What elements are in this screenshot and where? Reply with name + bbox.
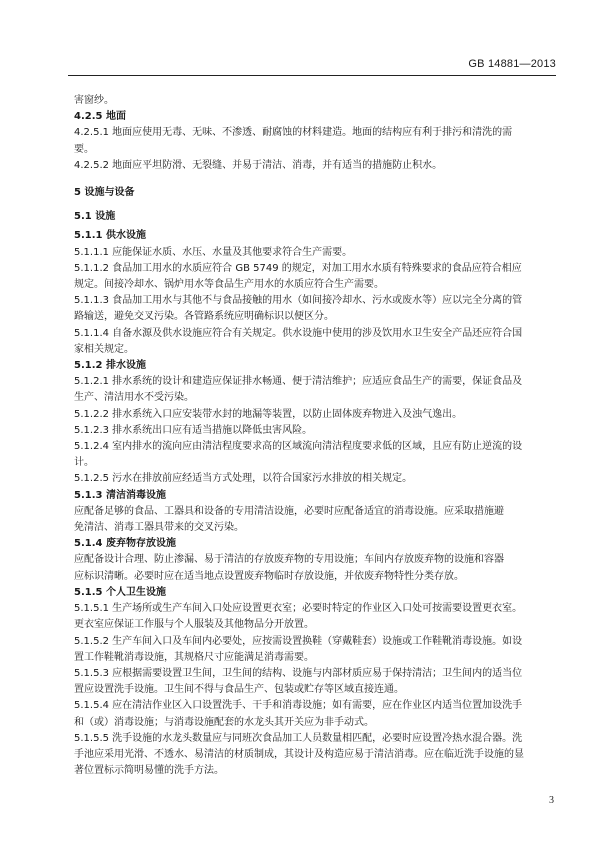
text-line: 5.1.1.2 食品加工用水的水质应符合 GB 5749 的规定，对加工用水水质有特殊要求的食品应符合相应 [74,262,522,274]
text-line: 5.1.2.2 排水系统入口应安装带水封的地漏等装置，以防止固体废弃物进入及浊气逸出。 [74,408,463,420]
standard-code: GB 14881—2013 [468,58,556,70]
section-heading-5-1: 5.1 设施 [74,211,116,223]
text-line: 应配备设计合理、防止渗漏、易于清洁的存放废弃物的专用设施；车间内存放废弃物的设施和容器 [74,554,504,566]
text-line: 手池应采用光滑、不透水、易清洁的材质制成，其设计及构造应易于清洁消毒。应在临近洗手设施的显 [74,748,524,760]
text-line: 要。 [74,143,94,155]
text-line: 更衣室应保证工作服与个人服装及其他物品分开放置。 [74,619,314,631]
text-line: 5.1.5.3 应根据需要设置卫生间，卫生间的结构、设施与内部材质应易于保持清洁；卫生间内的适当位 [74,667,523,679]
text-line: 置工作鞋靴消毒设施，其规格尺寸应能满足消毒需要。 [74,651,314,663]
header-rule [68,75,556,76]
text-line: 应配备足够的食品、工器具和设备的专用清洁设施，必要时应配备适宜的消毒设施。应采取措施避 [74,505,504,517]
text-line: 免清洁、消毒工器具带来的交叉污染。 [74,522,244,534]
text-line: 生产、清洁用水不受污染。 [74,392,194,404]
clause-heading-5-1-1: 5.1.1 供水设施 [74,230,146,242]
clause-heading-5-1-4: 5.1.4 废弃物存放设施 [74,538,176,550]
section-heading-5: 5 设施与设备 [74,187,135,199]
text-line: 规定。间接冷却水、锅炉用水等食品生产用水的水质应符合生产需要。 [74,279,384,291]
clause-heading-4-2-5: 4.2.5 地面 [74,111,126,123]
page-number: 3 [549,795,554,806]
clause-heading-5-1-5: 5.1.5 个人卫生设施 [74,586,166,598]
text-line: 5.1.2.4 室内排水的流向应由清洁程度要求高的区域流向清洁程度要求低的区域，且应有防止逆流的设 [74,441,523,453]
clause-heading-5-1-2: 5.1.2 排水设施 [74,360,146,372]
text-line: 4.2.5.2 地面应平坦防滑、无裂缝、并易于清洁、消毒，并有适当的措施防止积水。 [74,159,443,171]
text-line: 5.1.5.5 洗手设施的水龙头数量应与同班次食品加工人员数量相匹配，必要时应设置冷热水混合器。洗 [74,732,523,744]
text-line: 著位置标示简明易懂的洗手方法。 [74,765,224,777]
text-line: 5.1.2.3 排水系统出口应有适当措施以降低虫害风险。 [74,424,313,436]
text-line: 5.1.5.4 应在清洁作业区入口设置洗手、干手和消毒设施；如有需要，应在作业区内适当位置加设洗手 [74,700,523,712]
text-line: 5.1.1.1 应能保证水质、水压、水量及其他要求符合生产需要。 [74,246,353,258]
text-line: 应标识清晰。必要时应在适当地点设置废弃物临时存放设施，并依废弃物特性分类存放。 [74,570,464,582]
text-line: 和（或）消毒设施；与消毒设施配套的水龙头其开关应为非手动式。 [74,716,374,728]
text-line: 家相关规定。 [74,343,134,355]
text-line: 5.1.5.1 生产场所或生产车间入口处应设置更衣室；必要时特定的作业区入口处可按需要设置更衣室。 [74,603,523,615]
text-line: 计。 [74,457,94,469]
text-line: 置应设置洗手设施。卫生间不得与食品生产、包装或贮存等区域直接连通。 [74,684,404,696]
clause-heading-5-1-3: 5.1.3 清洁消毒设施 [74,489,166,501]
text-line: 5.1.1.4 自备水源及供水设施应符合有关规定。供水设施中使用的涉及饮用水卫生安全产品还应符合国 [74,327,523,339]
text-line: 5.1.2.1 排水系统的设计和建造应保证排水畅通、便于清洁维护；应适应食品生产的需要，保证食品及 [74,376,523,388]
text-line: 路输送，避免交叉污染。各管路系统应明确标识以便区分。 [74,311,334,323]
text-line: 5.1.5.2 生产车间入口及车间内必要处，应按需设置换鞋（穿戴鞋套）设施或工作鞋靴消毒设施。如设 [74,635,523,647]
document-body [74,93,544,779]
text-line: 5.1.1.3 食品加工用水与其他不与食品接触的用水（如间接冷却水、污水或废水等）应以完全分离的管 [74,295,523,307]
text-line: 害窗纱。 [74,95,114,106]
text-line: 4.2.5.1 地面应使用无毒、无味、不渗透、耐腐蚀的材料建造。地面的结构应有利于排污和清洗的需 [74,127,513,139]
text-line: 5.1.2.5 污水在排放前应经适当方式处理，以符合国家污水排放的相关规定。 [74,473,413,485]
